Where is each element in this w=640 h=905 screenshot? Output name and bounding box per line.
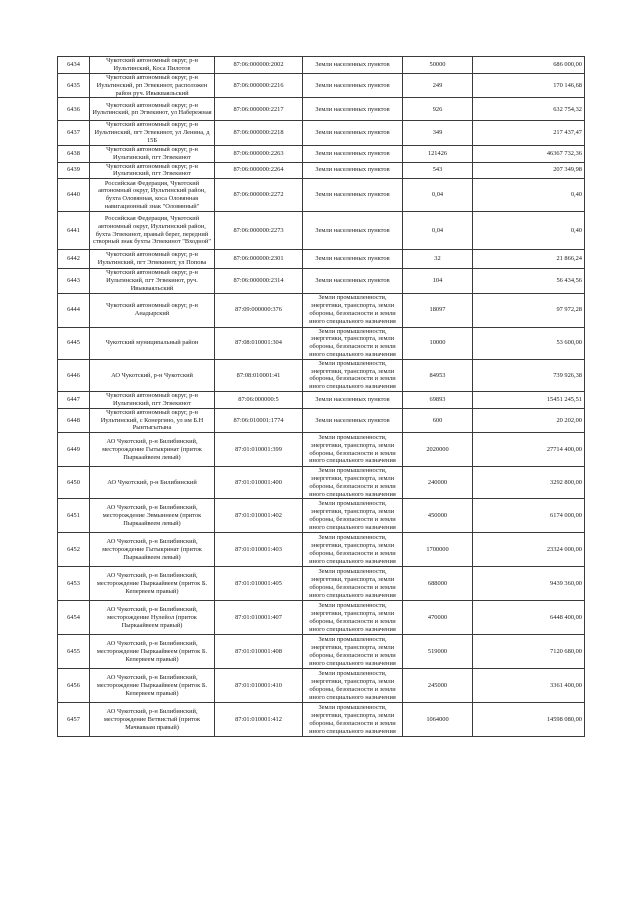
table-row	[58, 74, 585, 98]
address-cell: АО Чукотский, р-н Билибинский	[90, 467, 215, 499]
address-cell: Чукотский автономный округ, р-н Анадырский	[90, 293, 215, 327]
cadastral-number-cell: 87:06:000000:2263	[215, 145, 303, 162]
table-row	[58, 98, 585, 121]
area-cell: 69893	[403, 392, 473, 409]
cadastral-value-cell: 170 146,68	[473, 74, 585, 98]
address-cell: Чукотский муниципальный район	[90, 327, 215, 359]
area-cell: 600	[403, 408, 473, 432]
table-row	[58, 57, 585, 74]
cadastral-value-cell: 0,40	[473, 212, 585, 250]
cadastral-value-cell: 632 754,32	[473, 98, 585, 121]
row-number: 6457	[58, 703, 90, 737]
table-row	[58, 392, 585, 409]
land-category-cell: Земли промышленности, энергетики, транспорта, земли обороны, безопасности и земли иного специального назначения	[303, 327, 403, 359]
cadastral-number-cell: 87:01:010001:400	[215, 467, 303, 499]
land-category-cell: Земли населенных пунктов	[303, 179, 403, 212]
cadastral-number-cell: 87:06:000000:2218	[215, 121, 303, 145]
cadastral-value-cell: 9439 360,00	[473, 567, 585, 601]
land-category-cell: Земли промышленности, энергетики, транспорта, земли обороны, безопасности и земли иного специального назначения	[303, 669, 403, 703]
row-number: 6456	[58, 669, 90, 703]
cadastral-value-cell: 20 202,00	[473, 408, 585, 432]
row-number: 6437	[58, 121, 90, 145]
area-cell: 688000	[403, 567, 473, 601]
cadastral-value-cell: 23324 000,00	[473, 533, 585, 567]
area-cell: 10000	[403, 327, 473, 359]
row-number: 6451	[58, 499, 90, 533]
address-cell: АО Чукотский, р-н Билибинский, месторождение Гытыкринат (приток Пыркаайвеем левый)	[90, 533, 215, 567]
table-row	[58, 669, 585, 703]
cadastral-value-cell: 6448 400,00	[473, 601, 585, 635]
table-row	[58, 703, 585, 737]
cadastral-value-cell: 0,40	[473, 179, 585, 212]
address-cell: АО Чукотский, р-н Билибинский, месторождение Эвмыннеем (приток Пыркаайвеем левый)	[90, 499, 215, 533]
row-number: 6440	[58, 179, 90, 212]
land-category-cell: Земли населенных пунктов	[303, 145, 403, 162]
table-row	[58, 433, 585, 467]
land-category-cell: Земли промышленности, энергетики, транспорта, земли обороны, безопасности и земли иного специального назначения	[303, 293, 403, 327]
land-category-cell: Земли промышленности, энергетики, транспорта, земли обороны, безопасности и земли иного специального назначения	[303, 433, 403, 467]
address-cell: АО Чукотский, р-н Билибинский, месторождение Пыркаайвеем (приток Б. Кепервеем правый)	[90, 635, 215, 669]
land-category-cell: Земли промышленности, энергетики, транспорта, земли обороны, безопасности и земли иного специального назначения	[303, 467, 403, 499]
area-cell: 121426	[403, 145, 473, 162]
address-cell: Чукотский автономный округ, р-н Иультинский, рп Эгвекинот, расположен район руч. Ивыкваяльский	[90, 74, 215, 98]
cadastral-value-cell: 7120 680,00	[473, 635, 585, 669]
cadastral-number-cell: 87:01:010001:408	[215, 635, 303, 669]
address-cell: АО Чукотский, р-н Билибинский, месторождение Ветвистый (приток Мачваваам правый)	[90, 703, 215, 737]
cadastral-number-cell: 87:06:000000:5	[215, 392, 303, 409]
area-cell: 32	[403, 250, 473, 269]
area-cell: 240000	[403, 467, 473, 499]
cadastral-number-cell: 87:06:000000:2314	[215, 269, 303, 293]
land-category-cell: Земли промышленности, энергетики, транспорта, земли обороны, безопасности и земли иного специального назначения	[303, 601, 403, 635]
address-cell: Российская Федерация, Чукотский автономный округ, Иультинский район, бухта Эгвекинот, правый берег, передний створный знак бухты Эгвекинот "Входной"	[90, 212, 215, 250]
cadastral-value-cell: 21 866,24	[473, 250, 585, 269]
row-number: 6442	[58, 250, 90, 269]
area-cell: 0,04	[403, 212, 473, 250]
cadastral-value-cell: 3361 400,00	[473, 669, 585, 703]
table-row	[58, 212, 585, 250]
cadastral-value-cell: 14598 080,00	[473, 703, 585, 737]
address-cell: АО Чукотский, р-н Билибинский, месторождение Гытыкринат (приток Пыркаайвеем левый)	[90, 433, 215, 467]
row-number: 6439	[58, 162, 90, 179]
row-number: 6436	[58, 98, 90, 121]
cadastral-value-cell: 217 437,47	[473, 121, 585, 145]
row-number: 6446	[58, 359, 90, 391]
land-category-cell: Земли населенных пунктов	[303, 121, 403, 145]
table-row	[58, 179, 585, 212]
area-cell: 349	[403, 121, 473, 145]
land-category-cell: Земли населенных пунктов	[303, 392, 403, 409]
land-category-cell: Земли населенных пунктов	[303, 408, 403, 432]
cadastral-number-cell: 87:08:010001:41	[215, 359, 303, 391]
cadastral-number-cell: 87:06:000000:2217	[215, 98, 303, 121]
area-cell: 470000	[403, 601, 473, 635]
table-row	[58, 601, 585, 635]
address-cell: Чукотский автономный округ, р-н Иультинский, пгт Эгвекинот, ул Попова	[90, 250, 215, 269]
address-cell: АО Чукотский, р-н Билибинский, месторождение Пыркаайвеем (приток Б. Кепервеем правый)	[90, 669, 215, 703]
area-cell: 519000	[403, 635, 473, 669]
land-category-cell: Земли населенных пунктов	[303, 212, 403, 250]
area-cell: 249	[403, 74, 473, 98]
land-category-cell: Земли населенных пунктов	[303, 162, 403, 179]
cadastral-number-cell: 87:06:000000:2273	[215, 212, 303, 250]
row-number: 6441	[58, 212, 90, 250]
table-row	[58, 293, 585, 327]
cadastral-number-cell: 87:01:010001:412	[215, 703, 303, 737]
table-row	[58, 145, 585, 162]
row-number: 6448	[58, 408, 90, 432]
row-number: 6449	[58, 433, 90, 467]
table-row	[58, 359, 585, 391]
cadastral-number-cell: 87:06:000000:2301	[215, 250, 303, 269]
cadastral-number-cell: 87:06:000000:2002	[215, 57, 303, 74]
row-number: 6454	[58, 601, 90, 635]
row-number: 6455	[58, 635, 90, 669]
area-cell: 50000	[403, 57, 473, 74]
table-row	[58, 269, 585, 293]
table-row	[58, 327, 585, 359]
cadastral-number-cell: 87:01:010001:407	[215, 601, 303, 635]
row-number: 6453	[58, 567, 90, 601]
address-cell: Чукотский автономный округ, р-н Иультинский, Коса Пилотов	[90, 57, 215, 74]
table-row	[58, 499, 585, 533]
row-number: 6435	[58, 74, 90, 98]
table-row	[58, 250, 585, 269]
cadastral-number-cell: 87:06:000000:2216	[215, 74, 303, 98]
area-cell: 1064000	[403, 703, 473, 737]
cadastral-value-cell: 53 600,00	[473, 327, 585, 359]
table-row	[58, 635, 585, 669]
area-cell: 450000	[403, 499, 473, 533]
row-number: 6445	[58, 327, 90, 359]
address-cell: АО Чукотский, р-н Билибинский, месторождение Пыркаайвеем (приток Б. Кепервеем правый)	[90, 567, 215, 601]
table-row	[58, 533, 585, 567]
cadastral-number-cell: 87:08:010001:304	[215, 327, 303, 359]
address-cell: Чукотский автономный округ, р-н Иультинский, пгт Эгвекинот, руч. Ивыкваяльский	[90, 269, 215, 293]
address-cell: АО Чукотский, р-н Билибинский, месторождение Нулейол (приток Пыркаайвеем правый)	[90, 601, 215, 635]
address-cell: Чукотский автономный округ, р-н Иультинский, пгт Эгвекинот	[90, 392, 215, 409]
land-category-cell: Земли промышленности, энергетики, транспорта, земли обороны, безопасности и земли иного специального назначения	[303, 635, 403, 669]
address-cell: Российская Федерация, Чукотский автономный округ, Иультинский район, бухта Оловянная, коса Оловянная навигационный знак "Оловянный"	[90, 179, 215, 212]
cadastral-value-cell: 97 972,28	[473, 293, 585, 327]
area-cell: 543	[403, 162, 473, 179]
cadastral-value-cell: 27714 400,00	[473, 433, 585, 467]
table-row	[58, 121, 585, 145]
cadastral-number-cell: 87:01:010001:405	[215, 567, 303, 601]
row-number: 6438	[58, 145, 90, 162]
cadastral-value-cell: 739 926,38	[473, 359, 585, 391]
land-category-cell: Земли промышленности, энергетики, транспорта, земли обороны, безопасности и земли иного специального назначения	[303, 533, 403, 567]
area-cell: 245000	[403, 669, 473, 703]
land-category-cell: Земли промышленности, энергетики, транспорта, земли обороны, безопасности и земли иного специального назначения	[303, 359, 403, 391]
table-row	[58, 467, 585, 499]
area-cell: 926	[403, 98, 473, 121]
cadastral-number-cell: 87:01:010001:399	[215, 433, 303, 467]
area-cell: 104	[403, 269, 473, 293]
area-cell: 1700000	[403, 533, 473, 567]
row-number: 6444	[58, 293, 90, 327]
area-cell: 84953	[403, 359, 473, 391]
address-cell: Чукотский автономный округ, р-н Иультинский, с Конергино, ул им Б.Н Рынтыгытына	[90, 408, 215, 432]
table-row	[58, 162, 585, 179]
cadastral-value-cell: 207 349,98	[473, 162, 585, 179]
cadastral-number-cell: 87:01:010001:402	[215, 499, 303, 533]
row-number: 6443	[58, 269, 90, 293]
address-cell: Чукотский автономный округ, р-н Иультинский, рп Эгвекинот, ул Набережная	[90, 98, 215, 121]
row-number: 6434	[58, 57, 90, 74]
row-number: 6452	[58, 533, 90, 567]
address-cell: Чукотский автономный округ, р-н Иультинский, пгт Эгвекинот	[90, 162, 215, 179]
area-cell: 2020000	[403, 433, 473, 467]
cadastral-number-cell: 87:06:010001:1774	[215, 408, 303, 432]
row-number: 6450	[58, 467, 90, 499]
address-cell: АО Чукотский, р-н Чукотский	[90, 359, 215, 391]
land-category-cell: Земли населенных пунктов	[303, 98, 403, 121]
table-row	[58, 408, 585, 432]
land-category-cell: Земли населенных пунктов	[303, 250, 403, 269]
cadastral-value-cell: 3292 800,00	[473, 467, 585, 499]
address-cell: Чукотский автономный округ, р-н Иультинский, пгт Эгвекинот, ул Ленина, д 15Б	[90, 121, 215, 145]
row-number: 6447	[58, 392, 90, 409]
cadastral-number-cell: 87:01:010001:403	[215, 533, 303, 567]
table-row	[58, 567, 585, 601]
area-cell: 18097	[403, 293, 473, 327]
area-cell: 0,04	[403, 179, 473, 212]
cadastral-value-cell: 46367 732,36	[473, 145, 585, 162]
land-category-cell: Земли населенных пунктов	[303, 57, 403, 74]
land-category-cell: Земли промышленности, энергетики, транспорта, земли обороны, безопасности и земли иного специального назначения	[303, 703, 403, 737]
cadastral-value-cell: 56 434,56	[473, 269, 585, 293]
cadastral-value-cell: 686 000,00	[473, 57, 585, 74]
land-category-cell: Земли населенных пунктов	[303, 74, 403, 98]
cadastral-value-cell: 15451 245,51	[473, 392, 585, 409]
cadastral-value-cell: 6174 000,00	[473, 499, 585, 533]
land-category-cell: Земли населенных пунктов	[303, 269, 403, 293]
land-category-cell: Земли промышленности, энергетики, транспорта, земли обороны, безопасности и земли иного специального назначения	[303, 499, 403, 533]
cadastral-number-cell: 87:06:000000:2264	[215, 162, 303, 179]
address-cell: Чукотский автономный округ, р-н Иультинский, пгт Эгвекинот	[90, 145, 215, 162]
cadastral-number-cell: 87:09:000000:376	[215, 293, 303, 327]
cadastral-number-cell: 87:06:000000:2272	[215, 179, 303, 212]
cadastral-number-cell: 87:01:010001:410	[215, 669, 303, 703]
land-category-cell: Земли промышленности, энергетики, транспорта, земли обороны, безопасности и земли иного специального назначения	[303, 567, 403, 601]
land-register-table	[57, 56, 585, 737]
